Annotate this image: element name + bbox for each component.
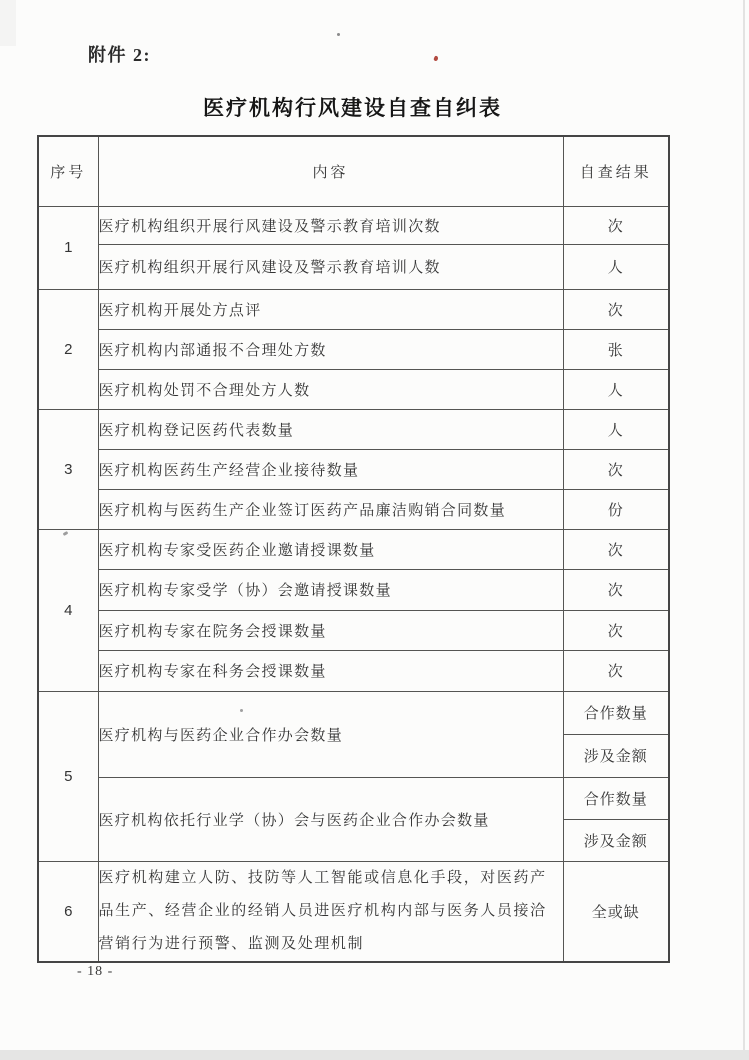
table-cell-content: 医疗机构专家在科务会授课数量 <box>98 650 563 691</box>
table-row <box>38 529 669 569</box>
table-cell-content: 医疗机构开展处方点评 <box>98 289 563 329</box>
table-cell-result: 次 <box>563 449 669 489</box>
table-row <box>38 777 669 819</box>
table-cell-result: 次 <box>563 206 669 244</box>
scan-bottom-bar <box>0 1050 749 1060</box>
table-cell-result: 人 <box>563 369 669 409</box>
table-header-row <box>38 136 669 206</box>
table-cell-result: 涉及金额 <box>563 819 669 861</box>
table-cell-content: 医疗机构医药生产经营企业接待数量 <box>98 449 563 489</box>
table-cell-content: 医疗机构登记医药代表数量 <box>98 409 563 449</box>
table-row <box>38 449 669 489</box>
table-row <box>38 650 669 691</box>
table-cell-content: 医疗机构依托行业学（协）会与医药企业合作办会数量 <box>98 777 563 861</box>
table-row <box>38 244 669 289</box>
header-result: 自查结果 <box>563 136 669 206</box>
table-cell-result: 人 <box>563 409 669 449</box>
row-number: 4 <box>38 529 98 691</box>
table-cell-result: 次 <box>563 569 669 610</box>
table-row <box>38 610 669 650</box>
row-number: 5 <box>38 691 98 861</box>
table-cell-content: 医疗机构处罚不合理处方人数 <box>98 369 563 409</box>
table-row <box>38 329 669 369</box>
scan-speck-red <box>433 55 439 61</box>
table-cell-result: 人 <box>563 244 669 289</box>
attachment-label: 附件 2: <box>88 45 151 65</box>
table-row <box>38 409 669 449</box>
table-cell-result: 合作数量 <box>563 691 669 734</box>
table-row <box>38 489 669 529</box>
table-cell-content: 医疗机构专家在院务会授课数量 <box>98 610 563 650</box>
table-cell-result: 张 <box>563 329 669 369</box>
scan-page-edge <box>743 0 745 1050</box>
scan-speck <box>240 709 243 712</box>
table-cell-content: 医疗机构组织开展行风建设及警示教育培训人数 <box>98 244 563 289</box>
table-row <box>38 861 669 962</box>
table-cell-content: 医疗机构专家受医药企业邀请授课数量 <box>98 529 563 569</box>
table-cell-result: 次 <box>563 529 669 569</box>
self-inspection-table <box>37 135 670 963</box>
row-number: 2 <box>38 289 98 409</box>
table-cell-result: 合作数量 <box>563 777 669 819</box>
header-content: 内容 <box>98 136 563 206</box>
scan-speck <box>337 33 340 36</box>
table-cell-result: 全或缺 <box>563 861 669 962</box>
table-cell-result: 份 <box>563 489 669 529</box>
table-cell-content: 医疗机构内部通报不合理处方数 <box>98 329 563 369</box>
table-row <box>38 369 669 409</box>
table-cell-content: 医疗机构与医药企业合作办会数量 <box>98 691 563 777</box>
table-row <box>38 691 669 734</box>
table-row <box>38 289 669 329</box>
table-cell-result: 次 <box>563 610 669 650</box>
table-cell-content: 医疗机构专家受学（协）会邀请授课数量 <box>98 569 563 610</box>
row-number: 3 <box>38 409 98 529</box>
table-cell-content: 医疗机构与医药生产企业签订医药产品廉洁购销合同数量 <box>98 489 563 529</box>
row-number: 1 <box>38 206 98 289</box>
table-cell-result: 涉及金额 <box>563 734 669 777</box>
table-cell-result: 次 <box>563 650 669 691</box>
row-number: 6 <box>38 861 98 962</box>
header-index: 序号 <box>38 136 98 206</box>
table-cell-content: 医疗机构建立人防、技防等人工智能或信息化手段，对医药产品生产、经营企业的经销人员进医疗机构内部与医务人员接洽营销行为进行预警、监测及处理机制 <box>98 861 563 962</box>
page-number: - 18 - <box>77 964 114 979</box>
scan-corner-notch <box>0 0 16 46</box>
table-row <box>38 569 669 610</box>
table-row <box>38 206 669 244</box>
table-cell-result: 次 <box>563 289 669 329</box>
table-cell-content: 医疗机构组织开展行风建设及警示教育培训次数 <box>98 206 563 244</box>
page-title: 医疗机构行风建设自查自纠表 <box>203 96 502 120</box>
